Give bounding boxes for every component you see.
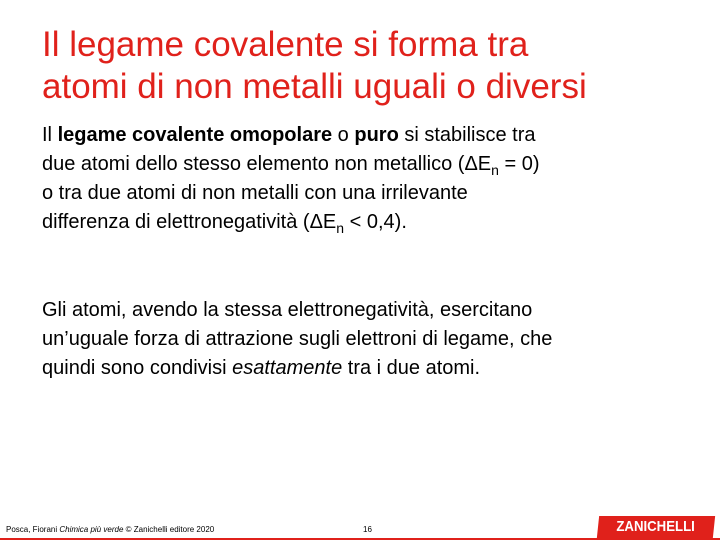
footer-credit (6, 525, 214, 534)
text-run: si stabilisce tra (398, 124, 536, 146)
paragraph-1-line-2 (42, 150, 692, 179)
zanichelli-logo (597, 516, 715, 538)
paragraph-2-line-3 (42, 354, 692, 383)
subscript-n: n (491, 162, 499, 178)
paragraph-omopolare (42, 121, 692, 237)
paragraph-2-line-1: Gli atomi, avendo la stessa elettronegatività, esercitano (42, 299, 533, 321)
credit-book-title: Chimica più verde (59, 525, 124, 534)
text-run: = 0) (498, 153, 540, 175)
bold-term-puro: puro (354, 124, 399, 146)
paragraph-1-line-3: o tra due atomi di non metalli con una irrilevante (42, 182, 468, 204)
text-run: < 0,4). (344, 211, 407, 233)
slide-title (42, 24, 702, 108)
italic-term-esattamente: esattamente (232, 357, 343, 379)
paragraph-1-line-4 (42, 208, 692, 237)
text-run: Il (42, 124, 58, 146)
title-line-1: Il legame covalente si forma tra (42, 25, 529, 64)
credit-authors: Posca, Fiorani (6, 525, 60, 534)
paragraph-2-line-2: un’uguale forza di attrazione sugli elettroni di legame, che (42, 328, 553, 350)
page-number: 16 (363, 525, 372, 534)
paragraph-1-line-1 (42, 121, 692, 150)
logo-text: ZANICHELLI (616, 518, 696, 535)
text-run: quindi sono condivisi (42, 357, 233, 379)
text-run: differenza di elettronegatività (ΔE (42, 211, 337, 233)
credit-publisher: © Zanichelli editore 2020 (123, 525, 215, 534)
text-run: due atomi dello stesso elemento non metallico (ΔE (42, 153, 492, 175)
subscript-n: n (336, 220, 345, 236)
text-run: tra i due atomi. (342, 357, 481, 379)
title-line-2: atomi di non metalli uguali o diversi (42, 67, 587, 106)
text-run: o (332, 124, 355, 146)
bold-term-covalente-omopolare: legame covalente omopolare (57, 124, 333, 146)
footer (0, 514, 720, 540)
paragraph-elettronegativita (42, 296, 692, 383)
